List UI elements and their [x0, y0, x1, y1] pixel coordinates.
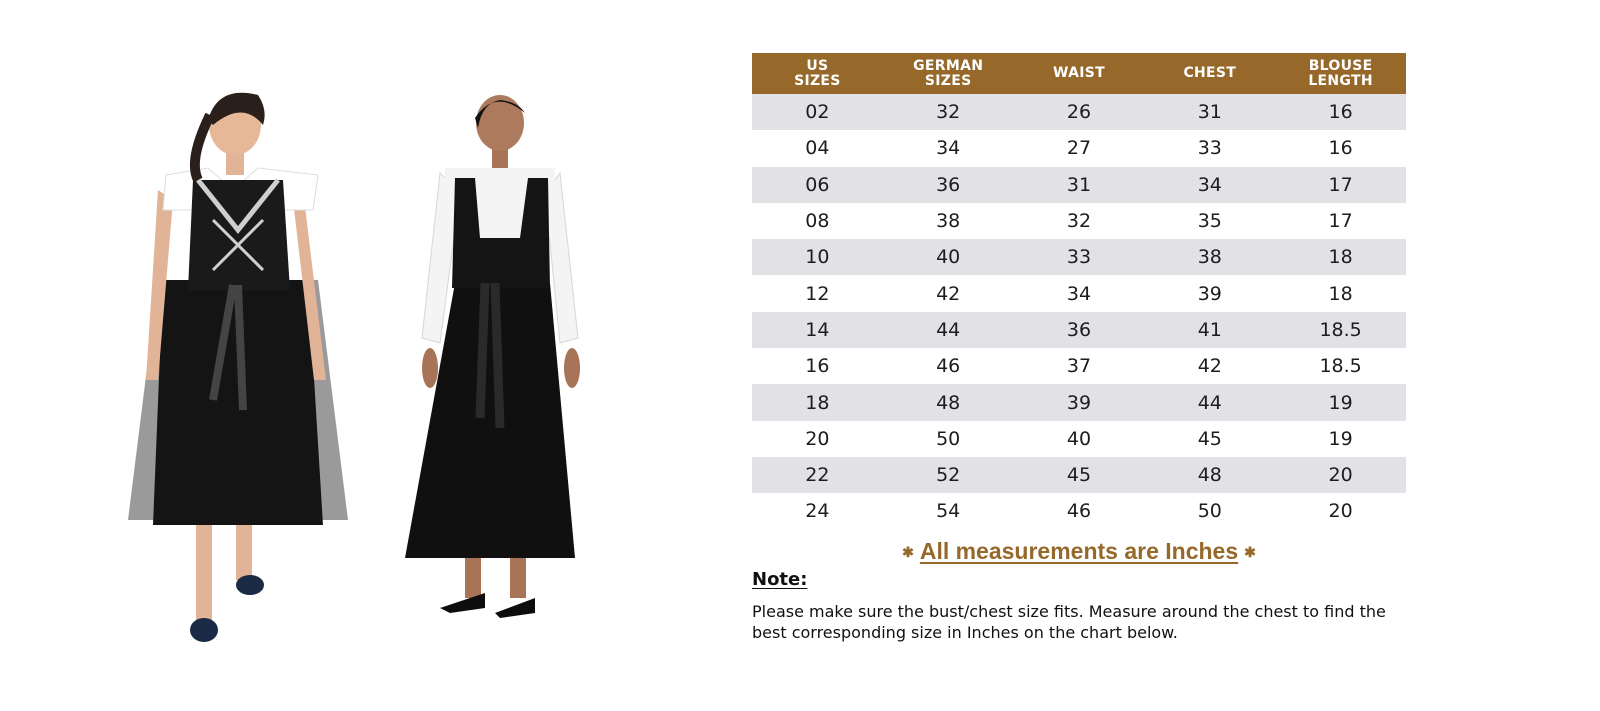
column-header: [1144, 53, 1275, 94]
table-cell: 35: [1144, 203, 1275, 239]
table-cell: 50: [883, 421, 1014, 457]
table-cell: 39: [1144, 275, 1275, 311]
table-cell: 18: [752, 384, 883, 420]
table-cell: 50: [1144, 493, 1275, 529]
header-line: SIZES: [794, 72, 841, 89]
table-row: [752, 239, 1406, 275]
table-cell: 27: [1014, 130, 1145, 166]
table-cell: 44: [1144, 384, 1275, 420]
table-cell: 18: [1275, 275, 1406, 311]
table-row: [752, 384, 1406, 420]
table-row: [752, 130, 1406, 166]
table-row: [752, 421, 1406, 457]
table-cell: 40: [883, 239, 1014, 275]
table-cell: 26: [1014, 94, 1145, 130]
asterisk-icon: ✱: [1244, 544, 1256, 561]
table-cell: 46: [1014, 493, 1145, 529]
table-cell: 19: [1275, 384, 1406, 420]
table-cell: 36: [1014, 312, 1145, 348]
note-heading: Note:: [752, 569, 808, 590]
table-cell: 18.5: [1275, 348, 1406, 384]
model-dirndl-short-sleeve-photo: [118, 80, 358, 660]
size-rows: [752, 94, 1406, 530]
table-row: [752, 493, 1406, 529]
column-header: [1014, 53, 1145, 94]
model-dirndl-long-sleeve-photo: [400, 88, 600, 648]
table-cell: 17: [1275, 203, 1406, 239]
table-cell: 45: [1144, 421, 1275, 457]
header-line: CHEST: [1183, 65, 1237, 81]
table-cell: 48: [1144, 457, 1275, 493]
table-row: [752, 348, 1406, 384]
measurement-unit-text: All measurements are Inches: [919, 538, 1239, 564]
table-row: [752, 167, 1406, 203]
table-cell: 14: [752, 312, 883, 348]
table-cell: 40: [1014, 421, 1145, 457]
table-cell: 34: [1144, 167, 1275, 203]
header-line: GERMAN: [913, 57, 984, 74]
table-cell: 31: [1014, 167, 1145, 203]
column-header: [752, 53, 883, 94]
table-cell: 18.5: [1275, 312, 1406, 348]
table-cell: 12: [752, 275, 883, 311]
header-line: SIZES: [924, 72, 972, 89]
table-cell: 18: [1275, 239, 1406, 275]
table-cell: 20: [1275, 493, 1406, 529]
table-row: [752, 275, 1406, 311]
table-cell: 16: [752, 348, 883, 384]
table-cell: 20: [752, 421, 883, 457]
table-row: [752, 203, 1406, 239]
note-body: Please make sure the bust/chest size fits. Measure around the chest to find the best corresponding size in Inches on the chart below.: [752, 602, 1386, 642]
table-row: [752, 94, 1406, 130]
table-cell: 33: [1144, 130, 1275, 166]
table-cell: 17: [1275, 167, 1406, 203]
table-cell: 48: [883, 384, 1014, 420]
table-cell: 42: [883, 275, 1014, 311]
table-cell: 22: [752, 457, 883, 493]
table-cell: 08: [752, 203, 883, 239]
table-row: [752, 312, 1406, 348]
table-cell: 10: [752, 239, 883, 275]
table-cell: 32: [883, 94, 1014, 130]
table-cell: 36: [883, 167, 1014, 203]
asterisk-icon: ✱: [902, 544, 914, 561]
measurement-unit-note: [752, 538, 1406, 565]
table-cell: 54: [883, 493, 1014, 529]
column-header: [1275, 53, 1406, 94]
header-line: LENGTH: [1308, 72, 1373, 89]
table-cell: 44: [883, 312, 1014, 348]
table-header-row: [752, 53, 1406, 94]
table-cell: 04: [752, 130, 883, 166]
table-cell: 39: [1014, 384, 1145, 420]
table-cell: 24: [752, 493, 883, 529]
table-cell: 31: [1144, 94, 1275, 130]
table-cell: 52: [883, 457, 1014, 493]
table-cell: 02: [752, 94, 883, 130]
table-cell: 34: [883, 130, 1014, 166]
size-chart-table: [752, 53, 1406, 530]
table-cell: 46: [883, 348, 1014, 384]
table-cell: 19: [1275, 421, 1406, 457]
table-cell: 32: [1014, 203, 1145, 239]
table-cell: 38: [1144, 239, 1275, 275]
header-line: WAIST: [1052, 65, 1105, 81]
table-cell: 16: [1275, 130, 1406, 166]
table-row: [752, 457, 1406, 493]
table-cell: 37: [1014, 348, 1145, 384]
table-cell: 16: [1275, 94, 1406, 130]
table-cell: 20: [1275, 457, 1406, 493]
table-cell: 34: [1014, 275, 1145, 311]
table-cell: 41: [1144, 312, 1275, 348]
table-cell: 42: [1144, 348, 1275, 384]
table-cell: 38: [883, 203, 1014, 239]
column-header: [883, 53, 1014, 94]
header-line: US: [806, 57, 829, 74]
table-cell: 33: [1014, 239, 1145, 275]
table-cell: 06: [752, 167, 883, 203]
table-cell: 45: [1014, 457, 1145, 493]
header-line: BLOUSE: [1308, 57, 1373, 74]
